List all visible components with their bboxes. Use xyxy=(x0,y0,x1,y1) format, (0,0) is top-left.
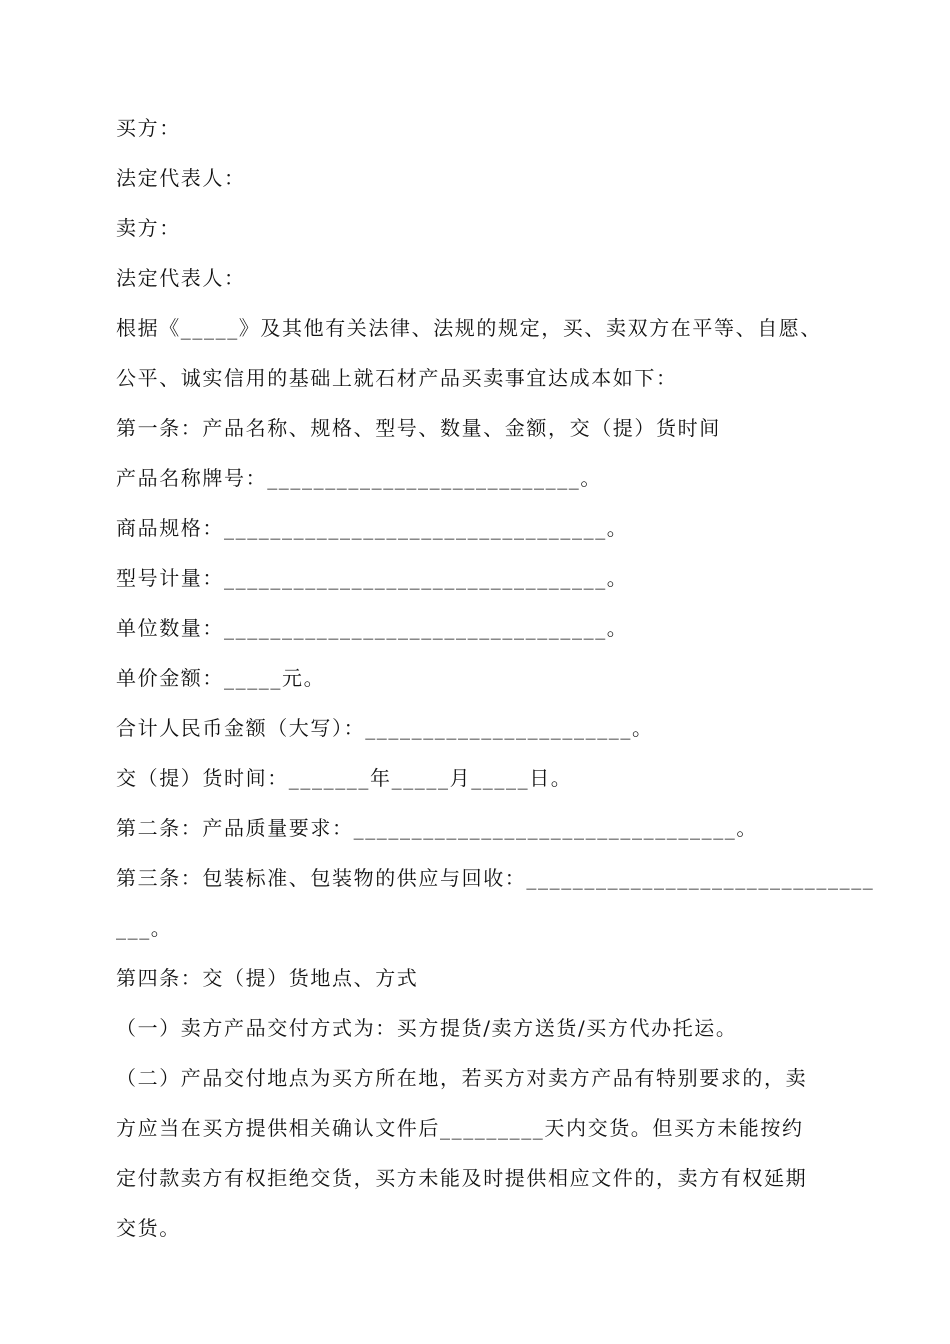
unit-price-field: 单价金额：_____元。 xyxy=(116,666,326,690)
preamble-line-2: 公平、诚实信用的基础上就石材产品买卖事宜达成本如下： xyxy=(116,366,678,390)
article-3-packaging-cont: ___。 xyxy=(116,916,173,940)
article-4-clause-1: （一）卖方产品交付方式为：买方提货/卖方送货/买方代办托运。 xyxy=(116,1016,738,1040)
unit-quantity-field: 单位数量：_________________________________。 xyxy=(116,616,629,640)
seller-representative-line: 法定代表人： xyxy=(116,266,246,290)
article-2-quality: 第二条：产品质量要求：_________________________________。 xyxy=(116,816,758,840)
article-4-clause-2-line-3: 定付款卖方有权拒绝交货，买方未能及时提供相应文件的，卖方有权延期 xyxy=(116,1166,808,1190)
total-amount-field: 合计人民币金额（大写）：_______________________。 xyxy=(116,716,654,740)
model-measure-field: 型号计量：_________________________________。 xyxy=(116,566,629,590)
article-1-heading: 第一条：产品名称、规格、型号、数量、金额，交（提）货时间 xyxy=(116,416,721,440)
article-4-clause-2-line-1: （二）产品交付地点为买方所在地，若买方对卖方产品有特别要求的，卖 xyxy=(116,1066,808,1090)
article-4-clause-2-line-2: 方应当在买方提供相关确认文件后_________天内交货。但买方未能按约 xyxy=(116,1116,804,1140)
contract-page xyxy=(116,103,875,1253)
article-4-clause-2-line-4: 交货。 xyxy=(116,1216,181,1240)
article-3-packaging: 第三条：包装标准、包装物的供应与回收：______________________________ xyxy=(116,866,875,890)
product-name-field: 产品名称牌号：___________________________。 xyxy=(116,466,602,490)
buyer-representative-line: 法定代表人： xyxy=(116,166,246,190)
delivery-date-field: 交（提）货时间：_______年_____月_____日。 xyxy=(116,766,573,790)
seller-line: 卖方： xyxy=(116,216,181,240)
product-spec-field: 商品规格：_________________________________。 xyxy=(116,516,629,540)
buyer-line: 买方： xyxy=(116,116,181,140)
article-4-heading: 第四条：交（提）货地点、方式 xyxy=(116,966,419,990)
preamble-line-1: 根据《_____》及其他有关法律、法规的规定，买、卖双方在平等、自愿、 xyxy=(116,316,822,340)
